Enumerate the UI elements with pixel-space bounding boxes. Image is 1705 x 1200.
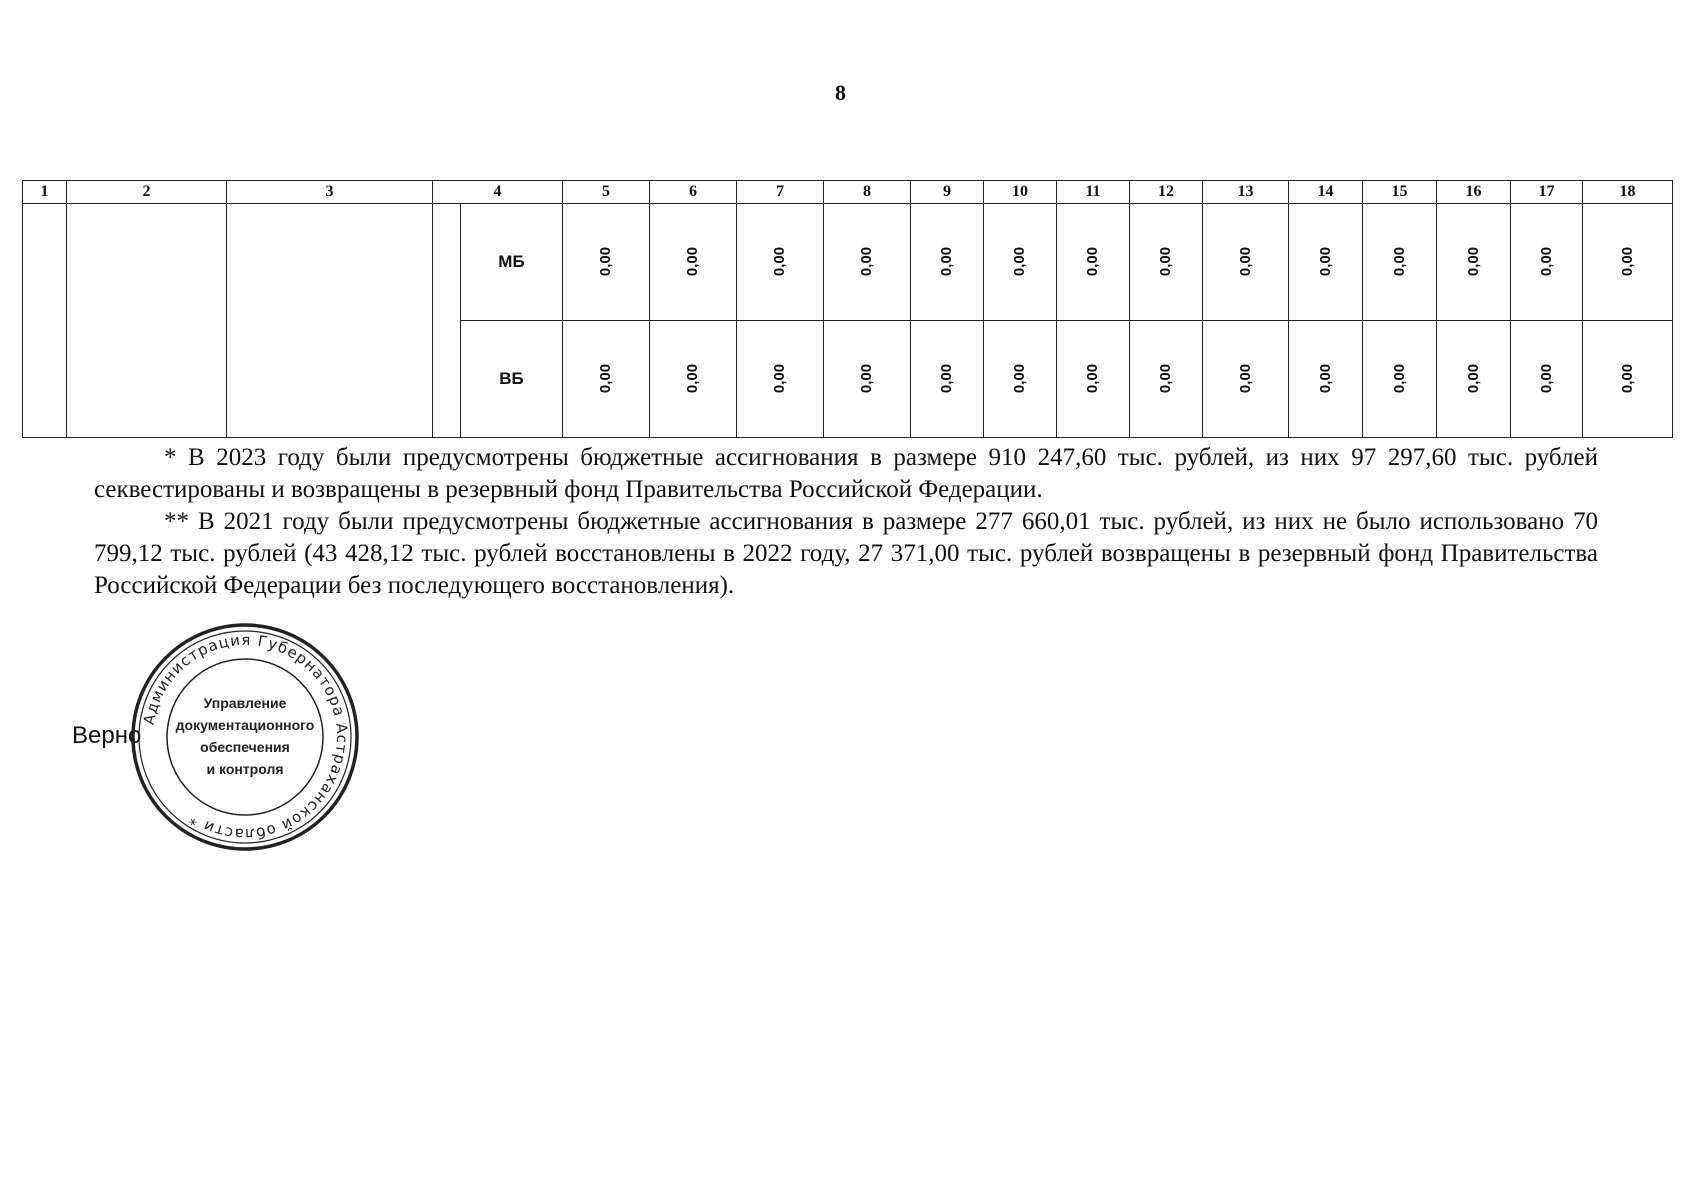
table-cell-value: 0,00 [1157, 363, 1175, 394]
table-cell-value: 0,00 [771, 246, 789, 277]
stamp-inner-line: Управление [203, 695, 287, 711]
column-number: 16 [1437, 181, 1511, 204]
table-cell-value: 0,00 [1390, 246, 1408, 277]
stamp-inner-line: и контроля [206, 761, 284, 777]
column-number: 8 [824, 181, 911, 204]
footnote: * В 2023 году были предусмотрены бюджетные ассигнования в размере 910 247,60 тыс. рублей, из них 97 297,60 тыс. рублей секвестированы и возвращены в резервный фонд Правительства Российской Федерации. [94, 444, 1598, 503]
table-cell-value: 0,00 [1464, 363, 1482, 394]
column-number: 9 [911, 181, 984, 204]
table-cell-value: 0,00 [1316, 363, 1334, 394]
column-number: 10 [984, 181, 1057, 204]
column-number: 4 [433, 181, 563, 204]
svg-text:Администрация Губернатора Астр [140, 631, 351, 843]
column-number: 12 [1130, 181, 1203, 204]
column-number-row [23, 181, 1673, 204]
table-cell-value: 0,00 [858, 246, 876, 277]
table-row [23, 204, 1673, 321]
table-cell-value: 0,00 [1011, 246, 1029, 277]
table-cell-value: 0,00 [1537, 363, 1555, 394]
column-number: 18 [1583, 181, 1673, 204]
table-cell-value: 0,00 [1464, 246, 1482, 277]
table-cell-value: 0,00 [1390, 363, 1408, 394]
table-cell-value: 0,00 [684, 246, 702, 277]
official-stamp [130, 622, 360, 852]
footnote: ** В 2021 году были предусмотрены бюджетные ассигнования в размере 277 660,01 тыс. рублей, из них не было использовано 70 799,12 тыс. рублей (43 428,12 тыс. рублей восстановлены в 2022 году, 27 371,00 тыс. рублей возвращены в резервный фонд Правительства Российской Федерации без последующего восстановления). [94, 508, 1598, 599]
table-cell-value: 0,00 [938, 363, 956, 394]
column-number: 14 [1289, 181, 1363, 204]
table-cell-value: 0,00 [1618, 246, 1636, 277]
footnotes [94, 442, 1598, 602]
empty-cell [67, 204, 227, 438]
column-number: 5 [563, 181, 650, 204]
empty-cell [433, 204, 461, 438]
table-cell-value: 0,00 [684, 363, 702, 394]
empty-cell [23, 204, 67, 438]
column-number: 3 [227, 181, 433, 204]
table-cell-value: 0,00 [1618, 363, 1636, 394]
column-number: 15 [1363, 181, 1437, 204]
table-cell-value: 0,00 [597, 363, 615, 394]
table-cell-value: 0,00 [1537, 246, 1555, 277]
budget-table [22, 180, 1673, 438]
page-number: 8 [835, 80, 846, 105]
empty-cell [227, 204, 433, 438]
column-number: 1 [23, 181, 67, 204]
table-cell-value: 0,00 [771, 363, 789, 394]
stamp-outer-text: Администрация Губернатора Астраханской области * [139, 630, 352, 844]
column-number: 11 [1057, 181, 1130, 204]
table-cell-value: 0,00 [858, 363, 876, 394]
table-cell-value: 0,00 [1084, 363, 1102, 394]
column-number: 2 [67, 181, 227, 204]
table-cell-value: 0,00 [1011, 363, 1029, 394]
table-cell-value: 0,00 [1236, 363, 1254, 394]
column-number: 13 [1203, 181, 1289, 204]
funding-source: ВБ [461, 321, 563, 438]
table-cell-value: 0,00 [1084, 246, 1102, 277]
table-cell-value: 0,00 [1316, 246, 1334, 277]
stamp-inner-line: обеспечения [200, 739, 290, 755]
table-cell-value: 0,00 [1157, 246, 1175, 277]
stamp-inner-ring [167, 659, 323, 815]
column-number: 6 [650, 181, 737, 204]
table-cell-value: 0,00 [1236, 246, 1254, 277]
funding-source: МБ [461, 204, 563, 321]
column-number: 7 [737, 181, 824, 204]
table-cell-value: 0,00 [597, 246, 615, 277]
stamp-inner-line: документационного [175, 717, 315, 733]
column-number: 17 [1511, 181, 1583, 204]
verified-label: Верно [72, 722, 142, 749]
table-cell-value: 0,00 [938, 246, 956, 277]
